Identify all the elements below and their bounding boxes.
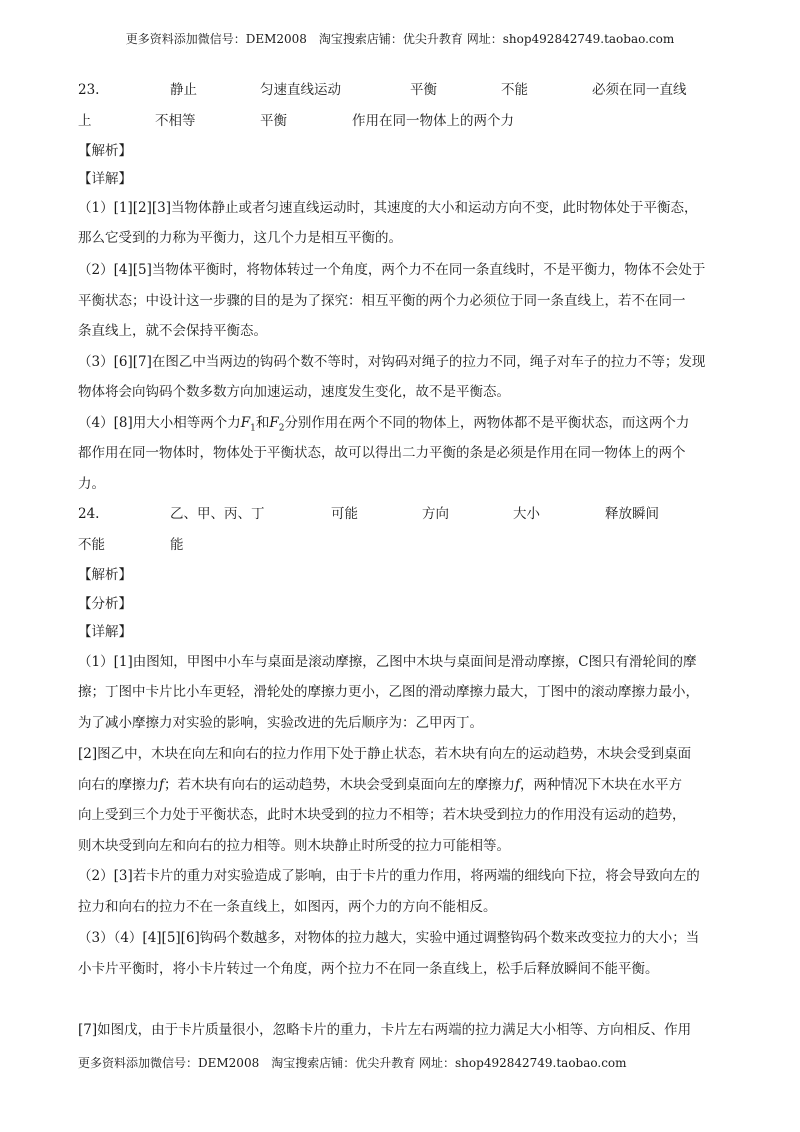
paragraph-line: 向上受到三个力处于平衡状态，此时木块受到的拉力不相等；若木块受到拉力的作用没有运动的趋势， bbox=[78, 807, 686, 823]
paragraph-line: 力。 bbox=[78, 476, 105, 492]
answer-blank: 静止 bbox=[170, 82, 197, 98]
page-footer: 更多资料添加微信号：DEM2008 淘宝搜索店铺：优尖升教育 网址：shop492842749.taobao.com bbox=[78, 1056, 627, 1070]
answer-blank: 方向 bbox=[422, 506, 449, 522]
answer-blank: 乙、甲、丙、丁 bbox=[170, 506, 265, 522]
paragraph-line: 那么它受到的力称为平衡力，这几个力是相互平衡的。 bbox=[78, 230, 402, 246]
answer-blank: 能 bbox=[170, 537, 184, 553]
answer-blank: 匀速直线运动 bbox=[260, 82, 341, 98]
question-number-23: 23. bbox=[78, 82, 100, 98]
paragraph-line: 为了减小摩擦力对实验的影响，实验改进的先后顺序为：乙甲丙丁。 bbox=[78, 715, 483, 731]
paragraph-line: 则木块受到向左和向右的拉力相等。则木块静止时所受的拉力可能相等。 bbox=[78, 838, 510, 854]
answer-blank: 上 bbox=[78, 113, 92, 129]
answer-blank: 释放瞬间 bbox=[605, 506, 659, 522]
paragraph-line: 向右的摩擦力f；若木块有向右的运动趋势，木块会受到桌面向左的摩擦力f，两种情况下木块在水平方 bbox=[78, 777, 682, 793]
paragraph-line: 拉力和向右的拉力不在一条直线上，如图丙，两个力的方向不能相反。 bbox=[78, 899, 497, 915]
answer-blank: 平衡 bbox=[260, 113, 287, 129]
answer-blank: 不能 bbox=[78, 537, 105, 553]
paragraph-line: （1）[1]由图知，甲图中小车与桌面是滚动摩擦，乙图中木块与桌面间是滑动摩擦，C图只有滑轮间的摩 bbox=[78, 654, 697, 670]
paragraph-line: [2]图乙中，木块在向左和向右的拉力作用下处于静止状态，若木块有向左的运动趋势，木块会受到桌面 bbox=[78, 746, 692, 762]
answer-blank: 大小 bbox=[513, 506, 540, 522]
answer-blank: 可能 bbox=[331, 506, 358, 522]
section-heading-xiangjie: 【详解】 bbox=[78, 171, 132, 187]
paragraph-line: 平衡状态；中设计这一步骤的目的是为了探究：相互平衡的两个力必须位于同一条直线上，若不在同一 bbox=[78, 293, 686, 309]
paragraph-line: （3）[6][7]在图乙中当两边的钩码个数不等时，对钩码对绳子的拉力不同，绳子对车子的拉力不等；发现 bbox=[78, 354, 706, 370]
paragraph-line: 都作用在同一物体时，物体处于平衡状态，故可以得出二力平衡的条是必须是作用在同一物体上的两个 bbox=[78, 445, 686, 461]
paragraph-line: [7]如图戊，由于卡片质量很小，忽略卡片的重力，卡片左右两端的拉力满足大小相等、方向相反、作用 bbox=[78, 1022, 692, 1038]
answer-blank: 作用在同一物体上的两个力 bbox=[352, 113, 514, 129]
section-heading-fenxi: 【分析】 bbox=[78, 596, 132, 612]
section-heading-jiexi: 【解析】 bbox=[78, 143, 132, 159]
answer-blank: 必须在同一直线 bbox=[592, 82, 687, 98]
paragraph-line: （1）[1][2][3]当物体静止或者匀速直线运动时，其速度的大小和运动方向不变，此时物体处于平衡态， bbox=[78, 200, 698, 216]
paragraph-line: 条直线上，就不会保持平衡态。 bbox=[78, 323, 267, 339]
paragraph-line: 小卡片平衡时，将小卡片转过一个角度，两个拉力不在同一条直线上，松手后释放瞬间不能平衡。 bbox=[78, 961, 659, 977]
paragraph-line: （3）（4）[4][5][6]钩码个数越多，对物体的拉力越大，实验中通过调整钩码个数来改变拉力的大小；当 bbox=[78, 930, 700, 946]
section-heading-jiexi: 【解析】 bbox=[78, 567, 132, 583]
answer-blank: 不能 bbox=[501, 82, 528, 98]
paragraph-line: 物体将会向钩码个数多数方向加速运动，速度发生变化，故不是平衡态。 bbox=[78, 384, 510, 400]
paragraph-line: （4）[8]用大小相等两个力$F_1$和$F_2$分别作用在两个不同的物体上，两物体都不是平衡状态，而这两个力 bbox=[78, 415, 690, 434]
paragraph-line: （2）[4][5]当物体平衡时，将物体转过一个角度，两个力不在同一条直线时，不是平衡力，物体不会处于 bbox=[78, 262, 706, 278]
section-heading-xiangjie: 【详解】 bbox=[78, 624, 132, 640]
question-number-24: 24. bbox=[78, 506, 100, 522]
answer-blank: 平衡 bbox=[410, 82, 437, 98]
paragraph-line: （2）[3]若卡片的重力对实验造成了影响，由于卡片的重力作用，将两端的细线向下拉，将会导致向左的 bbox=[78, 868, 700, 884]
page-header: 更多资料添加微信号：DEM2008 淘宝搜索店铺：优尖升教育 网址：shop492842749.taobao.com bbox=[125, 32, 675, 46]
answer-blank: 不相等 bbox=[155, 113, 196, 129]
paragraph-line: 擦；丁图中卡片比小车更轻，滑轮处的摩擦力更小，乙图的滑动摩擦力最大，丁图中的滚动摩擦力最小， bbox=[78, 684, 699, 700]
